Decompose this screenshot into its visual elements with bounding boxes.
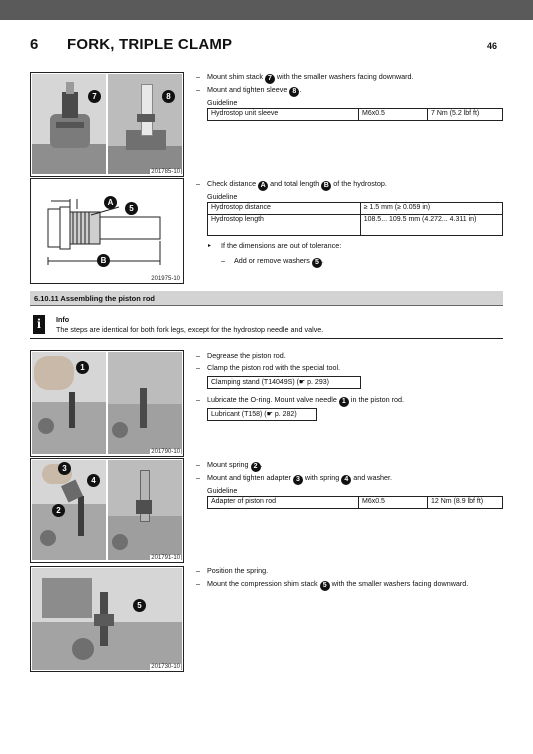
dash-bullet: – bbox=[196, 72, 200, 81]
figure-hydrostop-drawing bbox=[30, 178, 184, 284]
dash-bullet: – bbox=[196, 473, 200, 482]
guideline-label: Guideline bbox=[207, 98, 238, 107]
chapter-number: 6 bbox=[30, 36, 39, 53]
dash-bullet: – bbox=[196, 395, 200, 404]
callout-4: 4 bbox=[87, 474, 100, 487]
figure-shim-stack bbox=[30, 72, 184, 177]
callout-1: 1 bbox=[76, 361, 89, 374]
torque-table-sleeve bbox=[207, 108, 503, 121]
step3-line1: Degrease the piston rod. bbox=[207, 351, 286, 360]
step1-line1: Mount shim stack 7 with the smaller washers facing downward. bbox=[207, 72, 414, 82]
step5-line1: Position the spring. bbox=[207, 566, 269, 575]
dash-bullet: – bbox=[196, 460, 200, 469]
top-bar bbox=[0, 0, 533, 20]
callout-8: 8 bbox=[162, 90, 175, 103]
dash-bullet: – bbox=[196, 351, 200, 360]
photo-left bbox=[32, 74, 106, 174]
ref-B: B bbox=[321, 181, 331, 191]
photo-right bbox=[108, 352, 182, 454]
dash-bullet: – bbox=[221, 256, 225, 265]
info-text: The steps are identical for both fork legs, except for the hydrostop needle and valve. bbox=[56, 325, 324, 334]
ref-3: 3 bbox=[293, 475, 303, 485]
photo bbox=[32, 568, 182, 670]
torque-table-adapter bbox=[207, 496, 503, 509]
step2-action: Add or remove washers 5 . bbox=[234, 256, 324, 266]
callout-A: A bbox=[104, 196, 117, 209]
figure-id: 201975-10 bbox=[151, 276, 180, 282]
step4-line1: Mount spring 2 . bbox=[207, 460, 263, 470]
step1-line2: Mount and tighten sleeve 8 . bbox=[207, 85, 302, 95]
section-title: 6.10.11 Assembling the piston rod bbox=[34, 294, 156, 303]
callout-3: 3 bbox=[58, 462, 71, 475]
step2-line1: Check distance A and total length B of the hydrostop. bbox=[207, 179, 387, 189]
photo-left bbox=[32, 352, 106, 454]
photo-right bbox=[108, 460, 182, 560]
step3-line3: Lubricate the O-ring. Mount valve needle 1 in the piston rod. bbox=[207, 395, 404, 405]
figure-spring-adapter bbox=[30, 458, 184, 563]
figure-id: 201791-10 bbox=[151, 555, 180, 561]
callout-5: 5 bbox=[133, 599, 146, 612]
info-label: Info bbox=[56, 315, 70, 324]
figure-compression-shim-stack bbox=[30, 566, 184, 672]
guideline-label: Guideline bbox=[207, 192, 238, 201]
callout-7: 7 bbox=[88, 90, 101, 103]
hydrostop-diagram bbox=[31, 179, 183, 283]
callout-2: 2 bbox=[52, 504, 65, 517]
chapter-title: FORK, TRIPLE CLAMP bbox=[67, 36, 233, 53]
table-row: Adapter of piston rod M6x0.5 12 Nm (8.9 lbf ft) bbox=[208, 497, 503, 509]
step4-line2: Mount and tighten adapter 3 with spring 4 and washer. bbox=[207, 473, 393, 483]
figure-id: 201785-10 bbox=[151, 169, 180, 175]
lubricant-ref[interactable]: Lubricant (T158) (☛ p. 282) bbox=[207, 408, 317, 421]
ref-4: 4 bbox=[341, 475, 351, 485]
dash-bullet: – bbox=[196, 566, 200, 575]
divider bbox=[30, 338, 503, 339]
figure-id: 201790-10 bbox=[151, 449, 180, 455]
condition-text: If the dimensions are out of tolerance: bbox=[221, 241, 342, 250]
step3-line2: Clamp the piston rod with the special tool. bbox=[207, 363, 341, 372]
photo-right bbox=[108, 74, 182, 174]
callout-B: B bbox=[97, 254, 110, 267]
ref-5: 5 bbox=[312, 258, 322, 268]
step5-line2: Mount the compression shim stack 5 with the smaller washers facing downward. bbox=[207, 579, 469, 589]
arrow-bullet: ▸ bbox=[208, 243, 212, 249]
table-row: Hydrostop distance ≥ 1.5 mm (≥ 0.059 in) bbox=[208, 203, 503, 215]
guideline-label: Guideline bbox=[207, 486, 238, 495]
dash-bullet: – bbox=[196, 85, 200, 94]
dash-bullet: – bbox=[196, 363, 200, 372]
special-tool-ref[interactable]: Clamping stand (T14049S) (☛ p. 293) bbox=[207, 376, 361, 389]
page-number: 46 bbox=[487, 41, 498, 51]
hydrostop-dimension-table bbox=[207, 202, 503, 236]
figure-valve-needle bbox=[30, 350, 184, 457]
ref-1: 1 bbox=[339, 397, 349, 407]
table-row: Hydrostop length 108.5... 109.5 mm (4.272... 4.311 in) bbox=[208, 215, 503, 236]
ref-8: 8 bbox=[289, 87, 299, 97]
ref-A: A bbox=[258, 181, 268, 191]
ref-5: 5 bbox=[320, 581, 330, 591]
dash-bullet: – bbox=[196, 579, 200, 588]
ref-7: 7 bbox=[265, 74, 275, 84]
dash-bullet: – bbox=[196, 179, 200, 188]
figure-id: 201730-10 bbox=[151, 664, 180, 670]
table-row: Hydrostop unit sleeve M6x0.5 7 Nm (5.2 lbf ft) bbox=[208, 109, 503, 121]
callout-5: 5 bbox=[125, 202, 138, 215]
ref-2: 2 bbox=[251, 462, 261, 472]
info-icon: i bbox=[33, 315, 45, 334]
